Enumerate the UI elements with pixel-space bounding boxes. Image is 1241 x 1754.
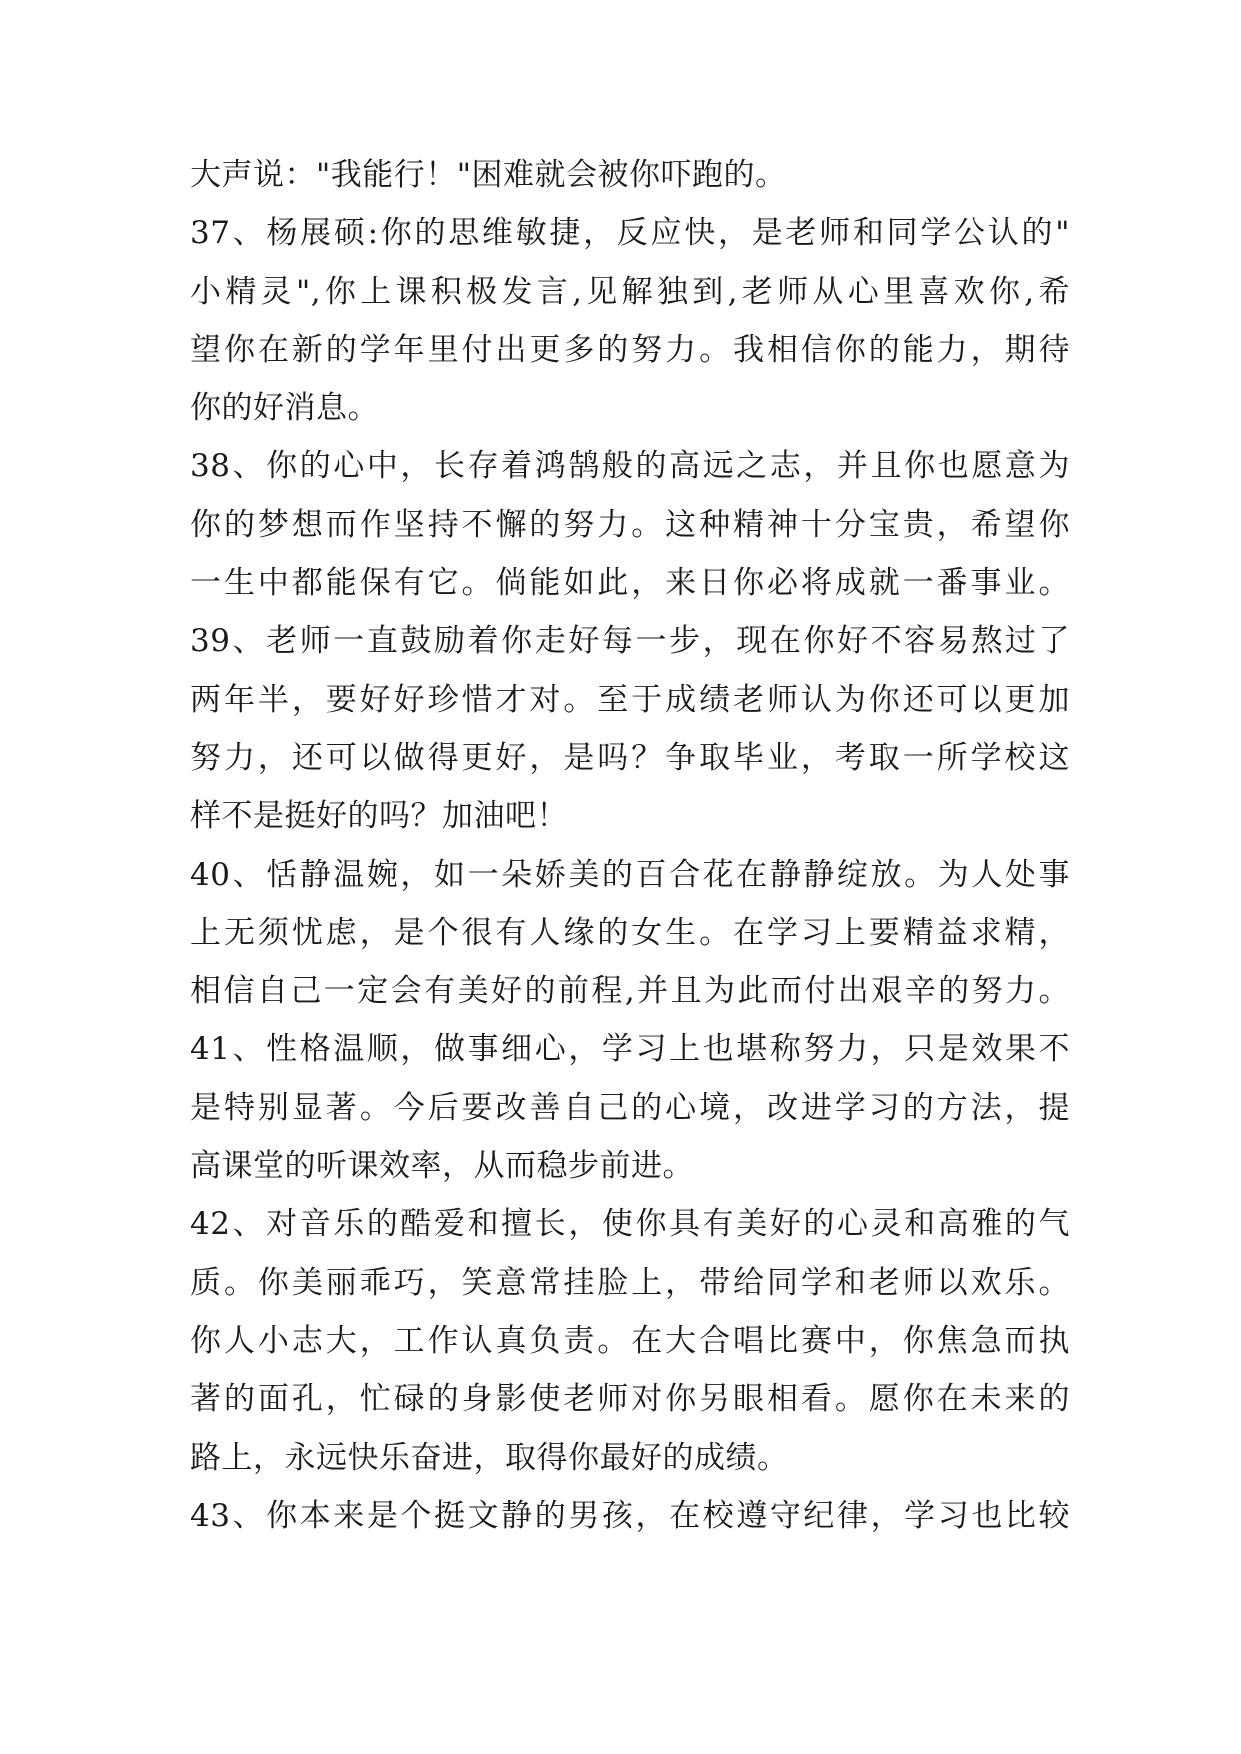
document-page: [190, 146, 1070, 1545]
text-line: 相信自己一定会有美好的前程,并且为此而付出艰辛的努力。: [190, 973, 1070, 1010]
text-line: 43、你本来是个挺文静的男孩，在校遵守纪律，学习也比较: [190, 1497, 1070, 1534]
text-line: 小精灵",你上课积极发言,见解独到,老师从心里喜欢你,希: [190, 273, 1070, 310]
text-line: 是特别显著。今后要改善自己的心境，改进学习的方法，提: [190, 1089, 1070, 1126]
text-line: 上无须忧虑，是个很有人缘的女生。在学习上要精益求精，: [190, 914, 1070, 951]
text-line: 你的梦想而作坚持不懈的努力。这种精神十分宝贵，希望你: [190, 506, 1070, 543]
text-line: 40、恬静温婉，如一朵娇美的百合花在静静绽放。为人处事: [190, 856, 1070, 893]
text-line: 一生中都能保有它。倘能如此，来日你必将成就一番事业。: [190, 565, 1070, 602]
text-line: 你的好消息。: [190, 390, 379, 427]
text-line: 努力，还可以做得更好，是吗？争取毕业，考取一所学校这: [190, 739, 1070, 776]
text-line: 著的面孔，忙碌的身影使老师对你另眼相看。愿你在未来的: [190, 1381, 1070, 1418]
text-line: 39、老师一直鼓励着你走好每一步，现在你好不容易熬过了: [190, 623, 1070, 660]
text-line: 质。你美丽乖巧，笑意常挂脸上，带给同学和老师以欢乐。: [190, 1264, 1070, 1301]
text-line: 样不是挺好的吗？加油吧！: [190, 798, 568, 835]
text-line: 41、性格温顺，做事细心，学习上也堪称努力，只是效果不: [190, 1031, 1070, 1068]
text-line: 望你在新的学年里付出更多的努力。我相信你的能力，期待: [190, 331, 1070, 368]
text-line: 路上，永远快乐奋进，取得你最好的成绩。: [190, 1439, 789, 1476]
text-line: 42、对音乐的酷爱和擅长，使你具有美好的心灵和高雅的气: [190, 1206, 1070, 1243]
text-line: 两年半，要好好珍惜才对。至于成绩老师认为你还可以更加: [190, 681, 1070, 718]
text-line: 高课堂的听课效率，从而稳步前进。: [190, 1148, 694, 1185]
text-line: 38、你的心中，长存着鸿鹄般的高远之志，并且你也愿意为: [190, 448, 1070, 485]
text-line: 大声说："我能行！"困难就会被你吓跑的。: [190, 157, 787, 193]
text-line: 37、杨展硕:你的思维敏捷，反应快，是老师和同学公认的": [190, 215, 1070, 252]
text-line: 你人小志大，工作认真负责。在大合唱比赛中，你焦急而执: [190, 1322, 1070, 1359]
